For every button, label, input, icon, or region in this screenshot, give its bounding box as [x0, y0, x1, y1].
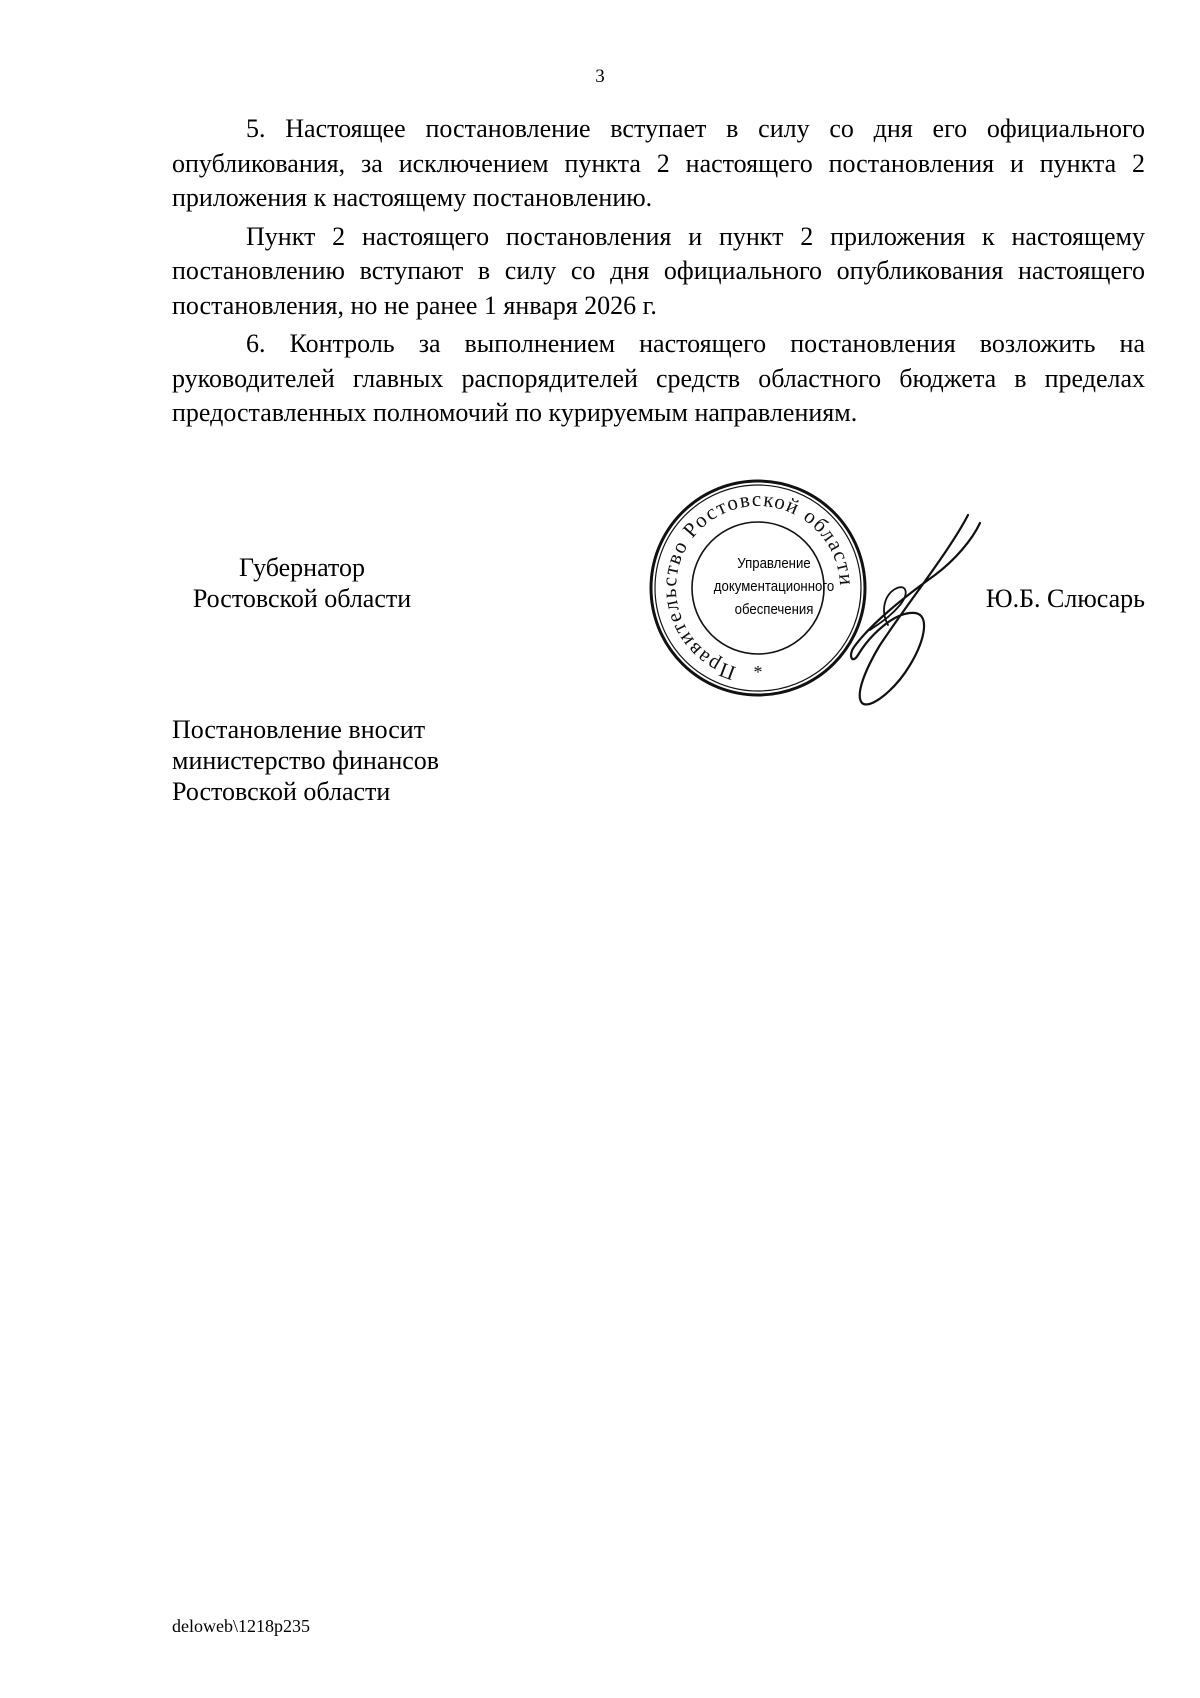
signer-position-line1: Губернатор [239, 553, 365, 582]
seal-star: * [753, 662, 763, 682]
signer-position [172, 552, 432, 614]
document-footer-code: deloweb\1218p235 [172, 1616, 310, 1636]
submitter-line3: Ростовской области [172, 777, 391, 806]
signer-position-line2: Ростовской области [192, 584, 412, 613]
signer-name: Ю.Б. Слюсарь [985, 584, 1145, 613]
paragraph-5: 5. Настоящее постановление вступает в силу со дня его официального опубликования, за исключением пункта 2 настоящего постановления и пункта 2 приложения к настоящему постановлению. [172, 114, 1145, 212]
document-body [172, 112, 1145, 435]
paragraph-5-continued: Пункт 2 настоящего постановления и пункт 2 приложения к настоящему постановлению вступают в силу со дня официального опубликования настоящего постановления, но не ранее 1 января 2026 г. [172, 221, 1145, 320]
handwritten-signature [840, 505, 990, 715]
submitter-line2: министерство финансов [172, 746, 440, 775]
paragraph-6: 6. Контроль за выполнением настоящего постановления возложить на руководителей главных распорядителей средств областного бюджета в пределах предоставленных полномочий по курируемым направлениям. [172, 329, 1145, 427]
seal-center-line3: обеспечения [734, 600, 814, 618]
seal-ring-text: Правительство Ростовской области [656, 486, 860, 686]
submitter-line1: Постановление вносит [172, 715, 426, 744]
page-number: 3 [595, 66, 605, 87]
seal-center-text [714, 546, 834, 626]
submitter-block [172, 714, 439, 807]
signature-stroke-main [851, 515, 980, 704]
seal-center-line2: документационного [713, 577, 835, 595]
seal-center-line1: Управление [737, 554, 811, 572]
